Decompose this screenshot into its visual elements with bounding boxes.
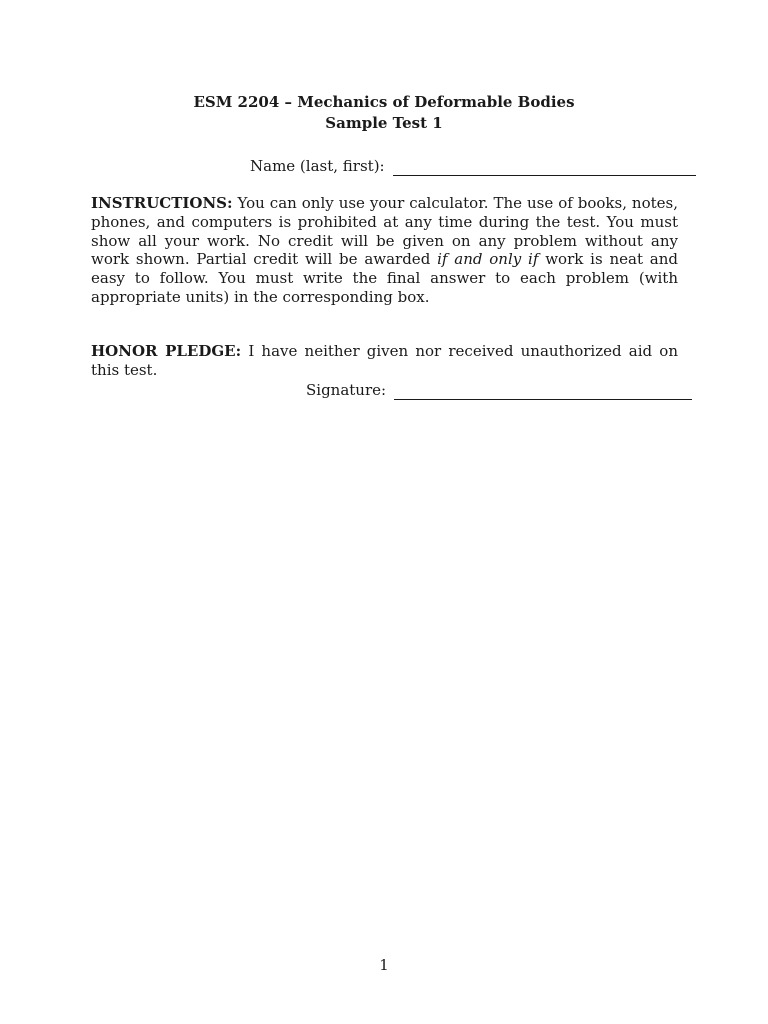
honor-pledge-paragraph <box>91 342 678 380</box>
course-title: ESM 2204 – Mechanics of Deformable Bodies <box>193 93 575 111</box>
page-number: 1 <box>379 956 389 974</box>
instructions-emphasis: if and only if <box>437 250 539 269</box>
name-field-row <box>250 156 696 176</box>
instructions-text-part2: work is neat and easy to follow. You must write the final answer to each problem (with appropriate units) in the corresponding box. <box>91 250 678 306</box>
signature-field-label: Signature: <box>306 381 387 399</box>
test-title: Sample Test 1 <box>325 114 443 132</box>
name-field-blank[interactable] <box>393 159 696 176</box>
honor-pledge-text: I have neither given nor received unauthorized aid on this test. <box>91 342 678 379</box>
instructions-paragraph <box>91 194 678 307</box>
signature-field-row <box>306 380 692 400</box>
signature-field-blank[interactable] <box>394 383 692 400</box>
honor-pledge-heading: HONOR PLEDGE: <box>91 342 242 360</box>
instructions-heading: INSTRUCTIONS: <box>91 194 233 212</box>
instructions-text-part1: You can only use your calculator. The use of books, notes, phones, and computers is prohibited at any time during the test. You must show all your work. No credit will be given on any problem without any work shown. Partial credit will be awarded <box>91 194 678 269</box>
name-field-label: Name (last, first): <box>250 157 385 175</box>
